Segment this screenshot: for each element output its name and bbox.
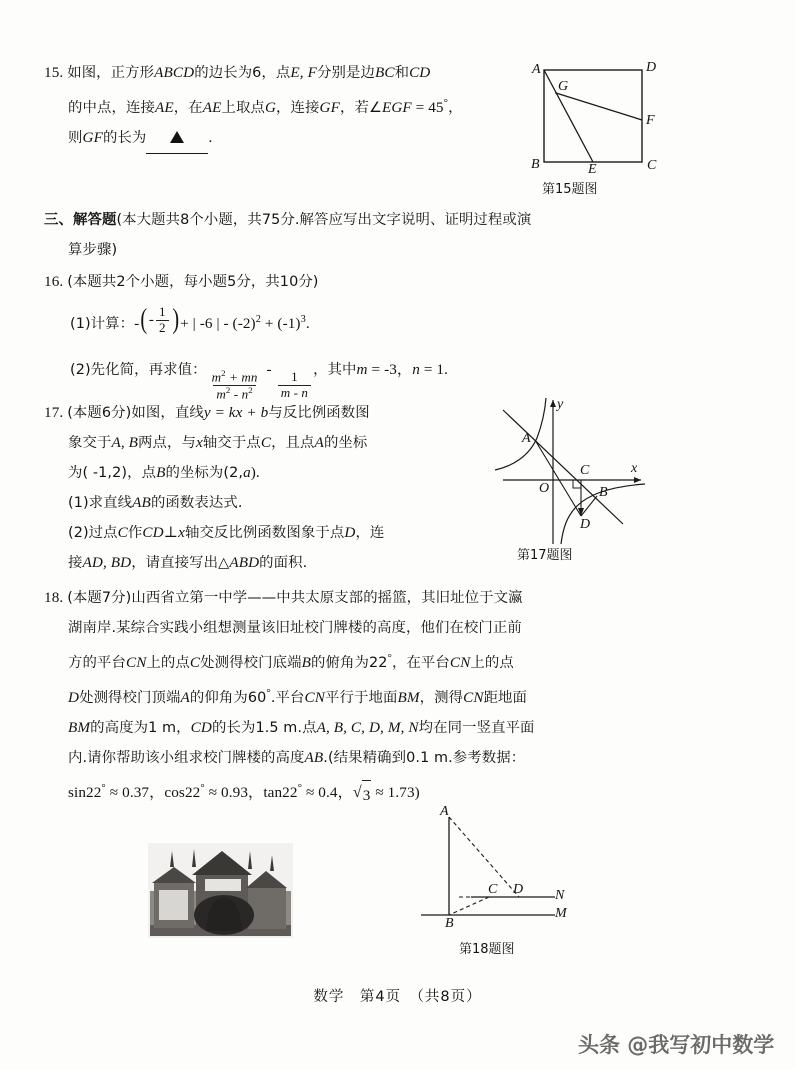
p17-a2: a	[243, 464, 251, 481]
p17-s2cd: CD	[142, 524, 164, 541]
p16-abs-part: + | -6 | - (-2)	[180, 315, 256, 333]
problem-15-line-3	[44, 123, 514, 154]
p16-exp3: 3	[300, 314, 306, 326]
figure-17-caption: 第17题图	[517, 548, 573, 563]
problem-16-sub-1	[44, 297, 664, 347]
p18-cn: CN	[125, 654, 147, 672]
frac2-den: m - n	[278, 385, 311, 401]
p18-l3c: 处测得校门底端	[200, 655, 302, 672]
f1d-n-sup: 2	[248, 384, 253, 395]
p17-t8: 为( -1,2)，点	[68, 465, 157, 481]
problem-18-line-5	[44, 713, 704, 743]
p18-deg-1: °	[387, 652, 392, 664]
f1-m: m	[211, 368, 222, 384]
p18-deg-2: °	[266, 687, 271, 700]
triangle-icon	[170, 131, 184, 143]
figure-18-label-m: M	[555, 906, 567, 921]
problem-17-sub-1	[44, 488, 494, 518]
p17-a: A	[314, 434, 324, 451]
p15-cd: CD	[409, 64, 431, 81]
p18-cn4: CN	[463, 689, 484, 707]
radical-sign: √	[352, 784, 362, 802]
p15-t9: ，若∠	[339, 100, 382, 117]
p17-s2c: C	[117, 524, 128, 541]
problem-18-line-1	[44, 583, 704, 613]
p15-g: G	[264, 99, 277, 117]
p18-deg-3: °	[101, 782, 106, 795]
p17-ab: A, B	[111, 434, 139, 451]
x-axis-arrow	[634, 477, 641, 483]
p18-b: B	[301, 654, 311, 672]
p17-s2perp: ⊥	[163, 524, 179, 541]
p17-s3adbd: AD, BD	[82, 554, 132, 571]
p17-s1ab: AB	[132, 494, 151, 511]
p18-l4b: 的仰角为60	[189, 690, 267, 707]
p15-t1: 如图，正方形	[67, 65, 155, 81]
watermark: 头条 @我写初中数学	[578, 1033, 775, 1057]
paren-left: (	[140, 304, 148, 336]
problem-18-line-7	[44, 773, 704, 811]
segment-bd	[581, 496, 597, 516]
p17-s2d2: ，连	[355, 525, 385, 541]
dashed-cb	[449, 897, 489, 915]
p16-sub1-label: (1)计算：	[70, 316, 135, 333]
figure-17-label-y: y	[557, 397, 564, 412]
p16-inner-sign: -	[148, 311, 154, 328]
p16-minus-2: -	[266, 361, 272, 379]
p17-s2d: D	[344, 524, 356, 541]
p18-l5b: 的长为1.5 m.点	[211, 720, 317, 737]
p18-l4e: ，测得	[419, 690, 464, 707]
p18-cd: CD	[190, 719, 212, 737]
p18-l1: (本题7分)山西省立第一中学——中共太原支部的摇篮，其旧址位于文瀛	[67, 590, 523, 606]
p18-l5c: 均在同一竖直平面	[418, 720, 535, 737]
figure-15-label-f: F	[646, 113, 655, 128]
f1d-m-sup: 2	[225, 384, 231, 395]
point-g-dot	[555, 92, 557, 94]
p15-t7: 上取点	[221, 100, 265, 117]
p15-t11: ，	[448, 100, 463, 117]
problem-16-header-line	[44, 267, 664, 297]
figure-18-svg	[415, 805, 575, 937]
p17-x: x	[196, 434, 203, 451]
p18-pts: A, B, C, D, M, N	[316, 719, 419, 737]
figure-15-label-e: E	[588, 162, 597, 177]
figure-17-label-c: C	[580, 463, 590, 478]
p15-gf: GF	[319, 99, 340, 117]
p16-tail: ，其中	[313, 362, 357, 379]
p15-ae: AE	[154, 99, 174, 117]
p17-s2x: x	[178, 524, 185, 541]
radical-body: 3	[362, 780, 372, 811]
p15-t3: 分别是边	[316, 65, 375, 81]
problem-17-number: 17.	[44, 404, 64, 421]
p18-l3d: 的俯角为22	[310, 655, 388, 672]
fraction-m2-mn	[209, 369, 261, 402]
p16-tail-n: n	[412, 361, 420, 379]
p18-l3b: 上的点	[146, 655, 190, 672]
figure-18-label-a: A	[440, 804, 449, 819]
f1-m-sup: 2	[221, 367, 226, 378]
p17-s3a: 接	[68, 555, 83, 571]
p17-t2: 与反比例函数图	[268, 405, 370, 421]
f1-rest: + mn	[225, 368, 258, 384]
figure-17-label-b: B	[599, 485, 608, 500]
p17-c: C	[260, 434, 272, 451]
p18-l7d: ≈ 1.73)	[371, 784, 420, 802]
p18-bm2: BM	[68, 719, 91, 737]
figure-17	[495, 392, 675, 567]
figure-15-label-c: C	[647, 158, 657, 173]
figure-17-label-d: D	[580, 517, 591, 532]
p18-l6a: 内.请你帮助该小组求校门牌楼的高度	[68, 750, 305, 767]
section-3-header	[44, 205, 664, 265]
p18-l7c: ≈ 0.4，	[302, 784, 353, 802]
p15-t12: 则	[68, 130, 83, 147]
problem-16-number: 16.	[44, 273, 64, 290]
p17-t10: ).	[250, 464, 260, 481]
answer-blank-15[interactable]	[146, 123, 208, 154]
p17-t1: (本题6分)如图，直线	[67, 405, 204, 421]
p15-t13: 的长为	[102, 130, 147, 147]
figure-18	[415, 805, 575, 960]
photo-center-plaque	[205, 879, 241, 891]
right-angle-mark	[573, 480, 581, 488]
p18-ab: AB	[304, 749, 324, 767]
fraction-one-half	[156, 305, 169, 335]
figure-15-svg	[520, 58, 680, 173]
section-3-desc-2: 算步骤)	[68, 242, 118, 258]
f1d-rest: - n	[230, 385, 249, 401]
p15-gf2: GF	[82, 129, 103, 147]
problem-17-sub-2	[44, 518, 494, 548]
problem-18-line-2	[44, 613, 704, 643]
p15-ef: E, F	[290, 64, 317, 81]
section-3-line-2	[44, 235, 664, 265]
p18-l4a: 处测得校门顶端	[79, 690, 181, 707]
p18-deg-5: °	[297, 782, 303, 795]
problem-17	[44, 398, 494, 578]
p18-l6b: .(结果精确到0.1 m.参考数据：	[323, 750, 526, 767]
problem-18-line-6	[44, 743, 704, 773]
photo-right-block	[248, 887, 286, 929]
frac1-num	[209, 369, 261, 385]
p18-sin: sin22	[68, 784, 102, 802]
p17-s3b: ，请直接写出△	[131, 555, 230, 571]
p15-bc: BC	[374, 64, 395, 81]
p17-s2b: 作	[127, 525, 143, 541]
problem-15-line-2	[44, 88, 514, 123]
figure-18-caption: 第18题图	[459, 942, 515, 957]
p18-l3a: 方的平台	[68, 655, 126, 672]
p15-t6: ，在	[173, 100, 203, 117]
p16-tail-eq2: = 1.	[419, 361, 448, 379]
p15-t14: .	[208, 129, 213, 147]
photo-left-panel	[159, 890, 188, 920]
problem-15	[44, 58, 514, 154]
p18-d: D	[68, 689, 80, 707]
p17-t3: 象交于	[68, 435, 112, 451]
p18-c: C	[189, 654, 201, 672]
p18-cn2: CN	[449, 654, 471, 672]
paren-right: )	[171, 304, 179, 336]
p17-b: B	[156, 464, 166, 481]
p15-abcd: ABCD	[154, 64, 195, 81]
problem-16-header: (本题共2个小题，每小题5分，共10分)	[67, 274, 319, 290]
p15-ae2: AE	[202, 99, 222, 117]
problem-16	[44, 267, 664, 402]
p18-l4c: .平台	[270, 690, 305, 707]
p17-s2a: (2)过点	[68, 525, 118, 541]
f1d-m: m	[216, 385, 226, 401]
frac2-num: 1	[291, 368, 298, 384]
problem-18-line-4	[44, 678, 704, 713]
p18-deg-4: °	[200, 782, 205, 795]
p17-t6: ，且点	[271, 435, 315, 451]
p15-t10: = 45	[411, 99, 444, 117]
p15-t8: ，连接	[276, 100, 320, 117]
p17-s1b: 的函数表达式.	[150, 495, 243, 511]
segment-ae	[544, 70, 593, 162]
figure-15-label-a: A	[532, 62, 541, 77]
figure-17-label-a: A	[522, 431, 531, 446]
p17-eq: y = kx + b	[203, 404, 269, 421]
problem-15-number: 15.	[44, 64, 64, 81]
p17-s2c2: 轴交反比例函数图象于点	[184, 525, 345, 541]
figure-18-label-n: N	[555, 888, 565, 903]
p18-bm: BM	[397, 689, 420, 707]
p18-l4f: 距地面	[483, 690, 528, 707]
problem-17-line-1	[44, 398, 494, 428]
figure-15-label-g: G	[558, 79, 569, 94]
problem-18-line-3	[44, 643, 704, 678]
figure-15	[520, 58, 680, 197]
figure-15-caption: 第15题图	[542, 182, 598, 197]
problem-18	[44, 583, 704, 811]
dashed-ad	[449, 817, 519, 897]
y-axis-arrow	[550, 400, 556, 407]
p17-t4: 两点，与	[138, 435, 197, 451]
p16-period: .	[305, 315, 310, 333]
figure-15-label-b: B	[531, 157, 540, 172]
section-3-line-1	[44, 205, 664, 235]
fraction-1-mn	[278, 370, 311, 400]
p15-t5: 的中点，连接	[68, 100, 155, 117]
figure-17-label-x: x	[631, 461, 638, 476]
p18-l4d: 平行于地面	[325, 690, 398, 707]
p18-l5a: 的高度为1 m，	[90, 720, 191, 737]
p18-l7a: ≈ 0.37，cos22	[105, 784, 201, 802]
p16-minus: -	[134, 315, 140, 333]
p16-sub2-label: (2)先化简，再求值：	[70, 362, 207, 379]
hyperbola-branch-left	[495, 398, 546, 470]
page-footer: 数学 第4页 （共8页）	[313, 989, 482, 1005]
p18-l2: 湖南岸.某综合实践小组想测量该旧址校门牌楼的高度，他们在校门正前	[68, 620, 522, 636]
p18-l3e: ，在平台	[391, 655, 450, 672]
p15-egf: EGF	[381, 99, 412, 117]
section-3-desc-1: (本大题共8个小题，共75分.解答应写出文字说明、证明过程或演	[116, 212, 532, 228]
p16-big-paren	[139, 297, 180, 343]
sqrt-three	[353, 778, 372, 811]
frac-num: 1	[158, 303, 166, 319]
p17-s3abd: ABD	[229, 554, 260, 571]
figure-17-label-o: O	[539, 481, 550, 496]
p17-s1a: (1)求直线	[68, 495, 133, 511]
p16-exp2: 2	[255, 314, 261, 326]
p17-t5: 轴交于点	[202, 435, 261, 451]
problem-17-sub-3	[44, 548, 494, 578]
figure-15-label-d: D	[646, 60, 657, 75]
frac-den: 2	[156, 320, 169, 336]
p16-tail-eq: = -3，	[367, 361, 413, 379]
section-3-title: 解答题	[72, 212, 117, 228]
gate-photo-svg	[148, 843, 293, 938]
figure-18-label-d: D	[513, 882, 524, 897]
p18-cn3: CN	[304, 689, 325, 707]
problem-17-line-3	[44, 458, 494, 488]
p18-l7b: ≈ 0.93，tan22	[204, 784, 298, 802]
p18-A: A	[180, 689, 190, 707]
p15-deg: °	[443, 97, 449, 109]
line-ab	[503, 410, 623, 524]
p17-t9: 的坐标为(2,	[165, 465, 244, 481]
p18-l3f: 上的点	[470, 655, 514, 672]
p17-t7: 的坐标	[323, 435, 368, 451]
p16-tail-m: m	[356, 361, 368, 379]
p16-plus-last: + (-1)	[260, 315, 301, 333]
section-3-marker: 三、	[44, 212, 73, 228]
problem-18-number: 18.	[44, 589, 64, 606]
problem-18-photo	[148, 843, 293, 938]
figure-18-label-b: B	[445, 916, 454, 931]
p15-t2: 的边长为6，点	[194, 65, 291, 81]
problem-17-line-2	[44, 428, 494, 458]
problem-15-line-1	[44, 58, 514, 88]
figure-18-label-c: C	[488, 882, 498, 897]
p15-t4: 和	[394, 65, 410, 81]
p17-s3c: 的面积.	[259, 555, 308, 571]
